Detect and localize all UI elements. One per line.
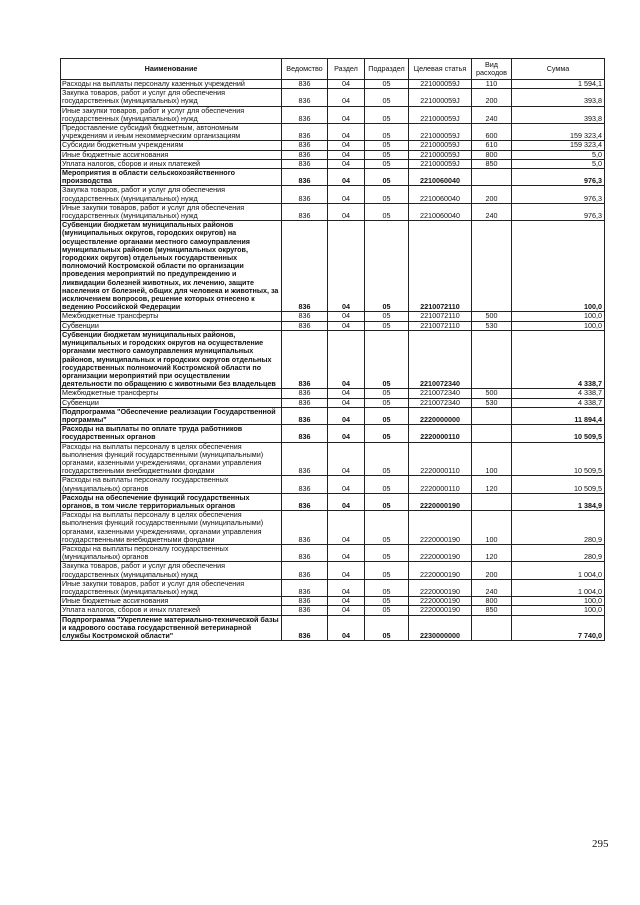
- row-name: Расходы на выплаты персоналу в целях обеспечения выполнения функций государственными (муниципальными) органами, казенными учреждениями, органами управления государственными внебюджетными фондами: [61, 442, 282, 476]
- row-dept: 836: [282, 321, 328, 330]
- table-row: [61, 615, 605, 641]
- row-sum: 159 323,4: [512, 124, 605, 141]
- row-name: Расходы на выплаты персоналу казенных учреждений: [61, 80, 282, 89]
- row-section: 04: [328, 425, 365, 442]
- row-target: 221000059J: [409, 150, 472, 159]
- row-sum: 393,8: [512, 89, 605, 106]
- row-subsection: 05: [365, 106, 409, 123]
- row-target: 221000059J: [409, 159, 472, 168]
- row-dept: 836: [282, 124, 328, 141]
- row-sum: 976,3: [512, 203, 605, 220]
- row-subsection: 05: [365, 442, 409, 476]
- row-subsection: 05: [365, 597, 409, 606]
- table-row: [61, 442, 605, 476]
- table-row: [61, 544, 605, 561]
- header-section: Раздел: [328, 59, 365, 80]
- row-dept: 836: [282, 597, 328, 606]
- row-name: Расходы на выплаты персоналу государственных (муниципальных) органов: [61, 544, 282, 561]
- row-section: 04: [328, 159, 365, 168]
- row-section: 04: [328, 407, 365, 424]
- row-dept: 836: [282, 606, 328, 615]
- row-dept: 836: [282, 89, 328, 106]
- row-subsection: 05: [365, 203, 409, 220]
- row-name: Иные закупки товаров, работ и услуг для обеспечения государственных (муниципальных) нужд: [61, 106, 282, 123]
- row-expense-type: [472, 221, 512, 312]
- row-sum: 159 323,4: [512, 141, 605, 150]
- row-expense-type: 240: [472, 203, 512, 220]
- row-expense-type: 200: [472, 562, 512, 579]
- row-name: Иные закупки товаров, работ и услуг для обеспечения государственных (муниципальных) нужд: [61, 203, 282, 220]
- row-section: 04: [328, 398, 365, 407]
- row-target: 2210060040: [409, 203, 472, 220]
- row-dept: 836: [282, 493, 328, 510]
- row-sum: 1 004,0: [512, 579, 605, 596]
- row-dept: 836: [282, 442, 328, 476]
- row-expense-type: 530: [472, 321, 512, 330]
- row-section: 04: [328, 389, 365, 398]
- row-sum: 7 740,0: [512, 615, 605, 641]
- row-expense-type: [472, 169, 512, 186]
- row-section: 04: [328, 579, 365, 596]
- header-name: Наименование: [61, 59, 282, 80]
- row-dept: 836: [282, 169, 328, 186]
- budget-table: [60, 58, 605, 641]
- row-sum: 11 894,4: [512, 407, 605, 424]
- row-sum: 4 338,7: [512, 398, 605, 407]
- table-row: [61, 330, 605, 388]
- row-dept: 836: [282, 425, 328, 442]
- row-dept: 836: [282, 159, 328, 168]
- row-target: 2230000000: [409, 615, 472, 641]
- row-sum: 393,8: [512, 106, 605, 123]
- row-subsection: 05: [365, 511, 409, 545]
- budget-table-container: [60, 58, 604, 641]
- row-expense-type: 240: [472, 106, 512, 123]
- row-sum: 10 509,5: [512, 476, 605, 493]
- row-dept: 836: [282, 544, 328, 561]
- table-row: [61, 389, 605, 398]
- row-expense-type: [472, 615, 512, 641]
- row-target: 2210072110: [409, 312, 472, 321]
- row-subsection: 05: [365, 615, 409, 641]
- header-sum: Сумма: [512, 59, 605, 80]
- row-sum: 5,0: [512, 159, 605, 168]
- row-target: 2210060040: [409, 186, 472, 203]
- row-target: 2220000190: [409, 579, 472, 596]
- row-target: 2210072340: [409, 330, 472, 388]
- table-row: [61, 89, 605, 106]
- row-expense-type: 850: [472, 606, 512, 615]
- row-subsection: 05: [365, 80, 409, 89]
- row-dept: 836: [282, 615, 328, 641]
- row-dept: 836: [282, 407, 328, 424]
- row-expense-type: [472, 330, 512, 388]
- row-dept: 836: [282, 398, 328, 407]
- row-section: 04: [328, 606, 365, 615]
- row-subsection: 05: [365, 579, 409, 596]
- row-sum: 100,0: [512, 221, 605, 312]
- table-row: [61, 476, 605, 493]
- header-dept: Ведомство: [282, 59, 328, 80]
- row-section: 04: [328, 89, 365, 106]
- row-sum: 10 509,5: [512, 442, 605, 476]
- row-target: 2220000110: [409, 442, 472, 476]
- row-sum: 10 509,5: [512, 425, 605, 442]
- row-expense-type: 200: [472, 186, 512, 203]
- row-target: 2210072110: [409, 321, 472, 330]
- row-subsection: 05: [365, 562, 409, 579]
- row-name: Межбюджетные трансферты: [61, 312, 282, 321]
- row-sum: 1 594,1: [512, 80, 605, 89]
- row-section: 04: [328, 330, 365, 388]
- row-name: Иные бюджетные ассигнования: [61, 597, 282, 606]
- row-expense-type: 500: [472, 389, 512, 398]
- header-target: Целевая статья: [409, 59, 472, 80]
- row-target: 2220000190: [409, 511, 472, 545]
- row-subsection: 05: [365, 186, 409, 203]
- row-expense-type: 800: [472, 150, 512, 159]
- row-section: 04: [328, 597, 365, 606]
- row-subsection: 05: [365, 150, 409, 159]
- row-dept: 836: [282, 511, 328, 545]
- row-name: Подпрограмма "Обеспечение реализации Государственной программы": [61, 407, 282, 424]
- table-row: [61, 221, 605, 312]
- row-section: 04: [328, 80, 365, 89]
- row-sum: 5,0: [512, 150, 605, 159]
- row-sum: 280,9: [512, 544, 605, 561]
- row-name: Субсидии бюджетным учреждениям: [61, 141, 282, 150]
- row-sum: 976,3: [512, 186, 605, 203]
- row-target: 2220000190: [409, 597, 472, 606]
- table-row: [61, 106, 605, 123]
- row-target: 221000059J: [409, 141, 472, 150]
- row-name: Субвенции бюджетам муниципальных районов, муниципальных и городских округов на осуществление органами местного самоуправления муниципальных районов, муниципальных и городских округов отдельных государственных полномочий Костромской области по организации мероприятий при осуществлении деятельности по обращению с животными без владельцев: [61, 330, 282, 388]
- row-name: Иные закупки товаров, работ и услуг для обеспечения государственных (муниципальных) нужд: [61, 579, 282, 596]
- row-sum: 100,0: [512, 606, 605, 615]
- row-dept: 836: [282, 186, 328, 203]
- row-target: 2220000190: [409, 606, 472, 615]
- table-row: [61, 312, 605, 321]
- row-target: 221000059J: [409, 89, 472, 106]
- row-subsection: 05: [365, 398, 409, 407]
- row-expense-type: 120: [472, 544, 512, 561]
- row-section: 04: [328, 544, 365, 561]
- table-row: [61, 203, 605, 220]
- row-subsection: 05: [365, 389, 409, 398]
- row-name: Межбюджетные трансферты: [61, 389, 282, 398]
- row-section: 04: [328, 562, 365, 579]
- row-target: 2210072340: [409, 398, 472, 407]
- row-subsection: 05: [365, 544, 409, 561]
- row-section: 04: [328, 150, 365, 159]
- row-target: 2210072110: [409, 221, 472, 312]
- row-expense-type: 500: [472, 312, 512, 321]
- row-name: Мероприятия в области сельскохозяйственного производства: [61, 169, 282, 186]
- row-section: 04: [328, 511, 365, 545]
- row-dept: 836: [282, 312, 328, 321]
- table-row: [61, 150, 605, 159]
- table-row: [61, 493, 605, 510]
- row-name: Уплата налогов, сборов и иных платежей: [61, 159, 282, 168]
- row-target: 2220000110: [409, 425, 472, 442]
- row-name: Субвенции: [61, 321, 282, 330]
- header-expense-type: Вид расходов: [472, 59, 512, 80]
- row-sum: 4 338,7: [512, 389, 605, 398]
- row-dept: 836: [282, 106, 328, 123]
- row-section: 04: [328, 186, 365, 203]
- row-target: 2220000190: [409, 493, 472, 510]
- table-row: [61, 124, 605, 141]
- row-sum: 976,3: [512, 169, 605, 186]
- row-dept: 836: [282, 80, 328, 89]
- row-expense-type: [472, 493, 512, 510]
- row-subsection: 05: [365, 493, 409, 510]
- row-section: 04: [328, 615, 365, 641]
- row-expense-type: 200: [472, 89, 512, 106]
- row-expense-type: 100: [472, 442, 512, 476]
- row-expense-type: [472, 407, 512, 424]
- row-expense-type: 600: [472, 124, 512, 141]
- row-sum: 280,9: [512, 511, 605, 545]
- table-row: [61, 186, 605, 203]
- row-dept: 836: [282, 221, 328, 312]
- row-subsection: 05: [365, 321, 409, 330]
- table-row: [61, 511, 605, 545]
- row-dept: 836: [282, 203, 328, 220]
- row-subsection: 05: [365, 330, 409, 388]
- row-section: 04: [328, 106, 365, 123]
- row-section: 04: [328, 442, 365, 476]
- row-target: 2210060040: [409, 169, 472, 186]
- row-expense-type: 100: [472, 511, 512, 545]
- row-expense-type: 120: [472, 476, 512, 493]
- row-subsection: 05: [365, 89, 409, 106]
- row-name: Подпрограмма "Укрепление материально-технической базы и кадрового состава государственной ветеринарной службы Костромской области": [61, 615, 282, 641]
- row-expense-type: 800: [472, 597, 512, 606]
- row-dept: 836: [282, 141, 328, 150]
- row-section: 04: [328, 476, 365, 493]
- row-target: 2220000190: [409, 544, 472, 561]
- row-name: Расходы на выплаты персоналу в целях обеспечения выполнения функций государственными (муниципальными) органами, казенными учреждениями, органами управления государственными внебюджетными фондами: [61, 511, 282, 545]
- table-row: [61, 425, 605, 442]
- row-section: 04: [328, 124, 365, 141]
- row-sum: 1 384,9: [512, 493, 605, 510]
- table-row: [61, 321, 605, 330]
- row-target: 2220000000: [409, 407, 472, 424]
- row-section: 04: [328, 493, 365, 510]
- table-row: [61, 606, 605, 615]
- row-name: Субвенции: [61, 398, 282, 407]
- row-target: 2220000110: [409, 476, 472, 493]
- row-dept: 836: [282, 150, 328, 159]
- row-target: 221000059J: [409, 124, 472, 141]
- row-expense-type: 850: [472, 159, 512, 168]
- row-name: Расходы на обеспечение функций государственных органов, в том числе территориальных органов: [61, 493, 282, 510]
- row-subsection: 05: [365, 312, 409, 321]
- row-name: Закупка товаров, работ и услуг для обеспечения государственных (муниципальных) нужд: [61, 186, 282, 203]
- row-expense-type: 110: [472, 80, 512, 89]
- row-section: 04: [328, 312, 365, 321]
- row-target: 221000059J: [409, 80, 472, 89]
- row-subsection: 05: [365, 407, 409, 424]
- table-row: [61, 398, 605, 407]
- row-section: 04: [328, 221, 365, 312]
- row-name: Расходы на выплаты по оплате труда работников государственных органов: [61, 425, 282, 442]
- row-name: Закупка товаров, работ и услуг для обеспечения государственных (муниципальных) нужд: [61, 562, 282, 579]
- row-dept: 836: [282, 579, 328, 596]
- row-expense-type: [472, 425, 512, 442]
- row-subsection: 05: [365, 221, 409, 312]
- row-section: 04: [328, 203, 365, 220]
- row-sum: 4 338,7: [512, 330, 605, 388]
- row-section: 04: [328, 141, 365, 150]
- table-row: [61, 562, 605, 579]
- row-subsection: 05: [365, 169, 409, 186]
- table-header-row: [61, 59, 605, 80]
- row-section: 04: [328, 169, 365, 186]
- row-expense-type: 610: [472, 141, 512, 150]
- row-sum: 1 004,0: [512, 562, 605, 579]
- row-subsection: 05: [365, 141, 409, 150]
- row-subsection: 05: [365, 159, 409, 168]
- row-target: 221000059J: [409, 106, 472, 123]
- row-dept: 836: [282, 476, 328, 493]
- row-sum: 100,0: [512, 597, 605, 606]
- row-subsection: 05: [365, 476, 409, 493]
- row-subsection: 05: [365, 606, 409, 615]
- row-sum: 100,0: [512, 312, 605, 321]
- row-sum: 100,0: [512, 321, 605, 330]
- table-row: [61, 169, 605, 186]
- page-number: 295: [592, 838, 609, 850]
- table-row: [61, 141, 605, 150]
- row-expense-type: 530: [472, 398, 512, 407]
- header-subsection: Подраздел: [365, 59, 409, 80]
- table-row: [61, 407, 605, 424]
- row-dept: 836: [282, 562, 328, 579]
- row-section: 04: [328, 321, 365, 330]
- row-name: Уплата налогов, сборов и иных платежей: [61, 606, 282, 615]
- row-subsection: 05: [365, 425, 409, 442]
- row-name: Предоставление субсидий бюджетным, автономным учреждениям и иным некоммерческим организациям: [61, 124, 282, 141]
- table-row: [61, 579, 605, 596]
- table-body: [61, 80, 605, 641]
- row-subsection: 05: [365, 124, 409, 141]
- row-expense-type: 240: [472, 579, 512, 596]
- row-name: Субвенции бюджетам муниципальных районов (муниципальных округов, городских округов) на осуществление органами местного самоуправления муниципальных районов (муниципальных округов, городских округов) отдельных государственных полномочий Костромской области по организации проведения мероприятий по предупреждению и ликвидации болезней животных, их лечению, защите населения от болезней, общих для человека и животных, за исключением вопросов, решение которых отнесено к ведению Российской Федерации: [61, 221, 282, 312]
- row-target: 2210072340: [409, 389, 472, 398]
- row-name: Расходы на выплаты персоналу государственных (муниципальных) органов: [61, 476, 282, 493]
- row-name: Закупка товаров, работ и услуг для обеспечения государственных (муниципальных) нужд: [61, 89, 282, 106]
- row-dept: 836: [282, 389, 328, 398]
- row-name: Иные бюджетные ассигнования: [61, 150, 282, 159]
- row-target: 2220000190: [409, 562, 472, 579]
- row-dept: 836: [282, 330, 328, 388]
